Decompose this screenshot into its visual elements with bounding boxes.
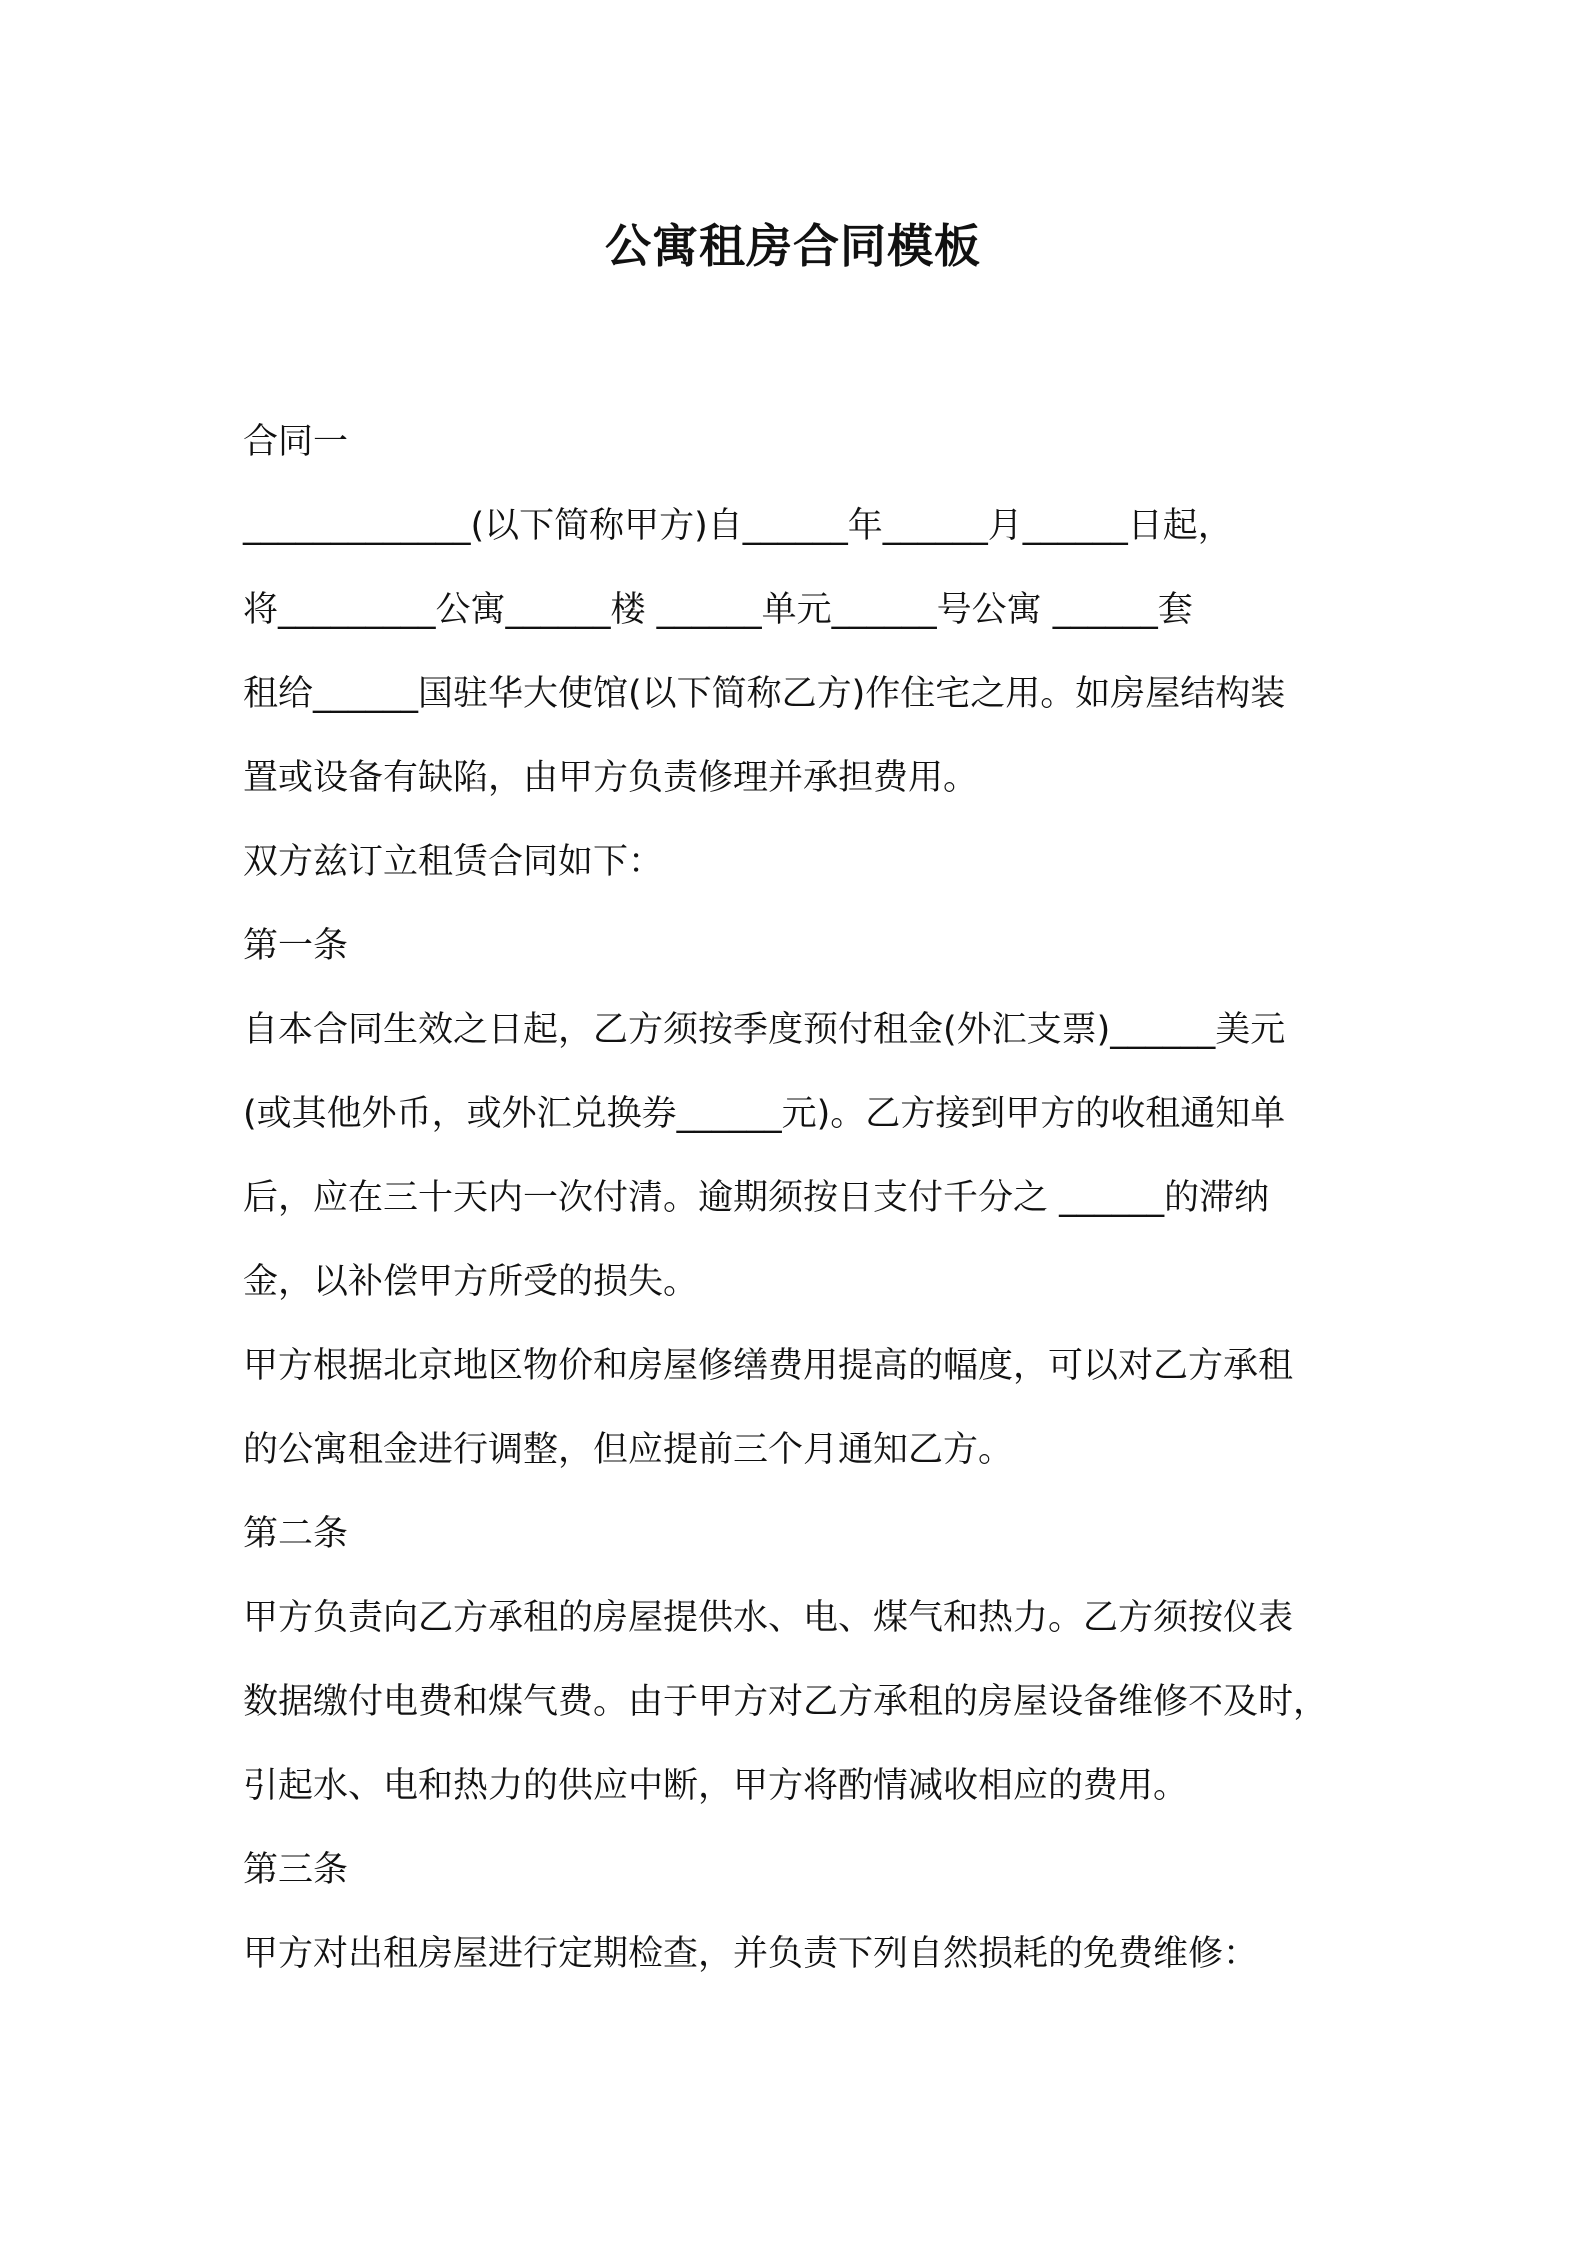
paragraph-line: 数据缴付电费和煤气费。由于甲方对乙方承租的房屋设备维修不及时， [243,1682,1329,1722]
paragraph-line: 甲方对出租房屋进行定期检查，并负责下列自然损耗的免费维修： [243,1934,1259,1974]
paragraph-line: 的公寓租金进行调整，但应提前三个月通知乙方。 [243,1430,1014,1470]
paragraph-line: 将_________公寓______楼 ______单元______号公寓 ______套 [243,590,1193,630]
section-heading-contract-one: 合同一 [243,422,349,462]
paragraph-line: 甲方负责向乙方承租的房屋提供水、电、煤气和热力。乙方须按仪表 [243,1598,1294,1638]
paragraph-line: 租给______国驻华大使馆(以下简称乙方)作住宅之用。如房屋结构装 [243,674,1286,714]
paragraph-line: (或其他外币，或外汇兑换券______元)。乙方接到甲方的收租通知单 [243,1094,1286,1134]
paragraph-line: 引起水、电和热力的供应中断，甲方将酌情减收相应的费用。 [243,1766,1189,1806]
article-heading-3: 第三条 [243,1850,349,1890]
paragraph-line: 自本合同生效之日起，乙方须按季度预付租金(外汇支票)______美元 [243,1010,1286,1050]
document-title: 公寓租房合同模板 [605,219,981,273]
article-heading-1: 第一条 [243,926,349,966]
paragraph-line: 双方兹订立租赁合同如下： [243,842,664,882]
paragraph-line: _____________(以下简称甲方)自______年______月______日起， [243,506,1233,546]
paragraph-line: 甲方根据北京地区物价和房屋修缮费用提高的幅度，可以对乙方承租 [243,1346,1294,1386]
article-heading-2: 第二条 [243,1514,349,1554]
paragraph-line: 后，应在三十天内一次付清。逾期须按日支付千分之 ______的滞纳 [243,1178,1270,1218]
paragraph-line: 置或设备有缺陷，由甲方负责修理并承担费用。 [243,758,979,798]
document-body [243,400,1383,1996]
paragraph-line: 金，以补偿甲方所受的损失。 [243,1262,699,1302]
